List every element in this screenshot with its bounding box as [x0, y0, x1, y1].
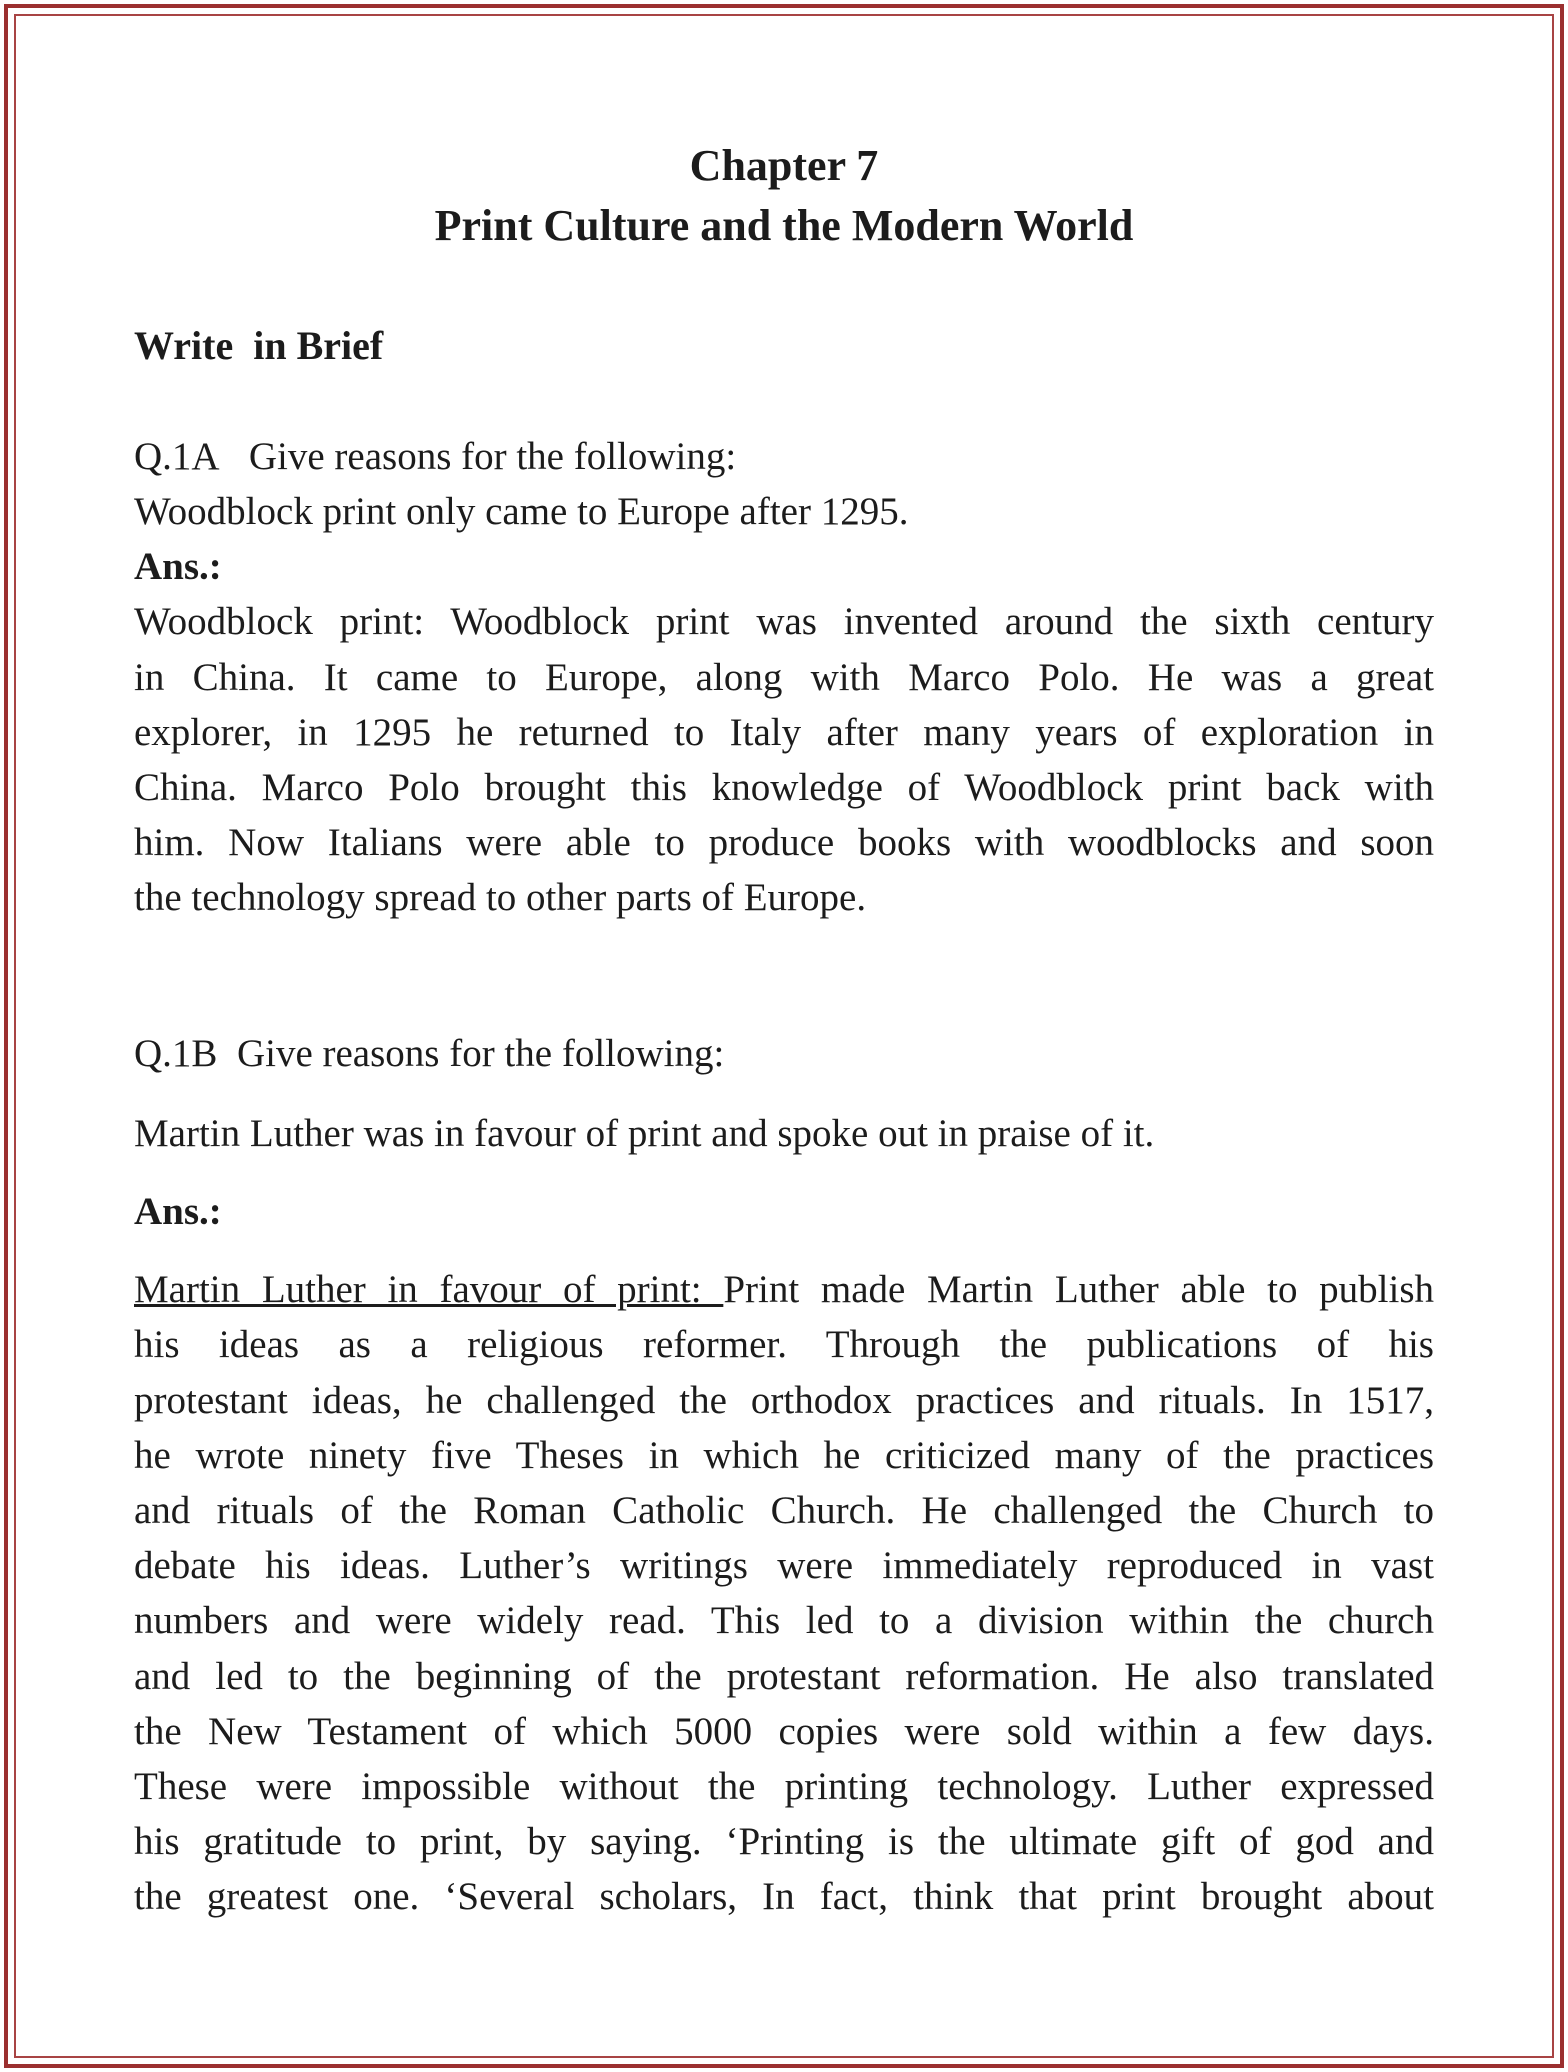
q1a-answer-line: the technology spread to other parts of Europe. [134, 876, 867, 919]
q1b-answer-line: debate his ideas. Luther’s writings were immediately reproduced in vast [134, 1544, 1434, 1587]
q1b-question [134, 1026, 1434, 1081]
q1b-prompt: Give reasons for the following: [236, 1032, 725, 1075]
q1a-answer-line: Woodblock print: Woodblock print was invented around the sixth century [134, 600, 1434, 643]
chapter-title: Print Culture and the Modern World [434, 201, 1134, 250]
q1b-statement: Martin Luther was in favour of print and spoke out in praise of it. [134, 1112, 1155, 1155]
q1b-answer-line: and rituals of the Roman Catholic Church. He challenged the Church to [134, 1489, 1434, 1532]
section-heading: Write in Brief [134, 323, 384, 368]
q1b-answer-line: numbers and were widely read. This led to a division within the church [134, 1599, 1434, 1642]
q1a-answer-line: in China. It came to Europe, along with Marco Polo. He was a great [134, 656, 1434, 699]
q1b-answer-line: he wrote ninety five Theses in which he criticized many of the practices [134, 1434, 1434, 1477]
q1b-answer-first-rest: Print made Martin Luther able to publish [723, 1268, 1434, 1311]
q1b-ans-label: Ans.: [134, 1190, 222, 1233]
q1b-answer-line: the New Testament of which 5000 copies were sold within a few days. [134, 1710, 1434, 1753]
q1b-answer-line: his ideas as a religious reformer. Through the publications of his [134, 1323, 1434, 1366]
q1a-answer-line: explorer, in 1295 he returned to Italy after many years of exploration in [134, 711, 1434, 754]
q1b-answer-lead: Martin Luther in favour of print: [134, 1268, 724, 1311]
q1a-answer-line: China. Marco Polo brought this knowledge of Woodblock print back with [134, 766, 1434, 809]
q1b-answer-line: his gratitude to print, by saying. ‘Printing is the ultimate gift of god and [134, 1820, 1434, 1863]
q1b-answer-line: the greatest one. ‘Several scholars, In fact, think that print brought about [134, 1875, 1434, 1918]
q1b-answer-line [134, 1262, 1434, 1317]
q1a-prompt: Give reasons for the following: [248, 435, 737, 478]
q1b-label: Q.1B [134, 1032, 218, 1075]
q1b-answer-line: and led to the beginning of the protestant reformation. He also translated [134, 1655, 1434, 1698]
q1a-statement: Woodblock print only came to Europe after 1295. [134, 490, 909, 533]
q1a-question [134, 429, 1434, 484]
q1a-label: Q.1A [134, 435, 220, 478]
q1b-answer-line: These were impossible without the printing technology. Luther expressed [134, 1765, 1434, 1808]
chapter-number: Chapter 7 [689, 141, 879, 190]
q1a-ans-label: Ans.: [134, 545, 222, 588]
q1b-answer-line: protestant ideas, he challenged the orthodox practices and rituals. In 1517, [134, 1379, 1434, 1422]
q1a-answer-line: him. Now Italians were able to produce books with woodblocks and soon [134, 821, 1434, 864]
